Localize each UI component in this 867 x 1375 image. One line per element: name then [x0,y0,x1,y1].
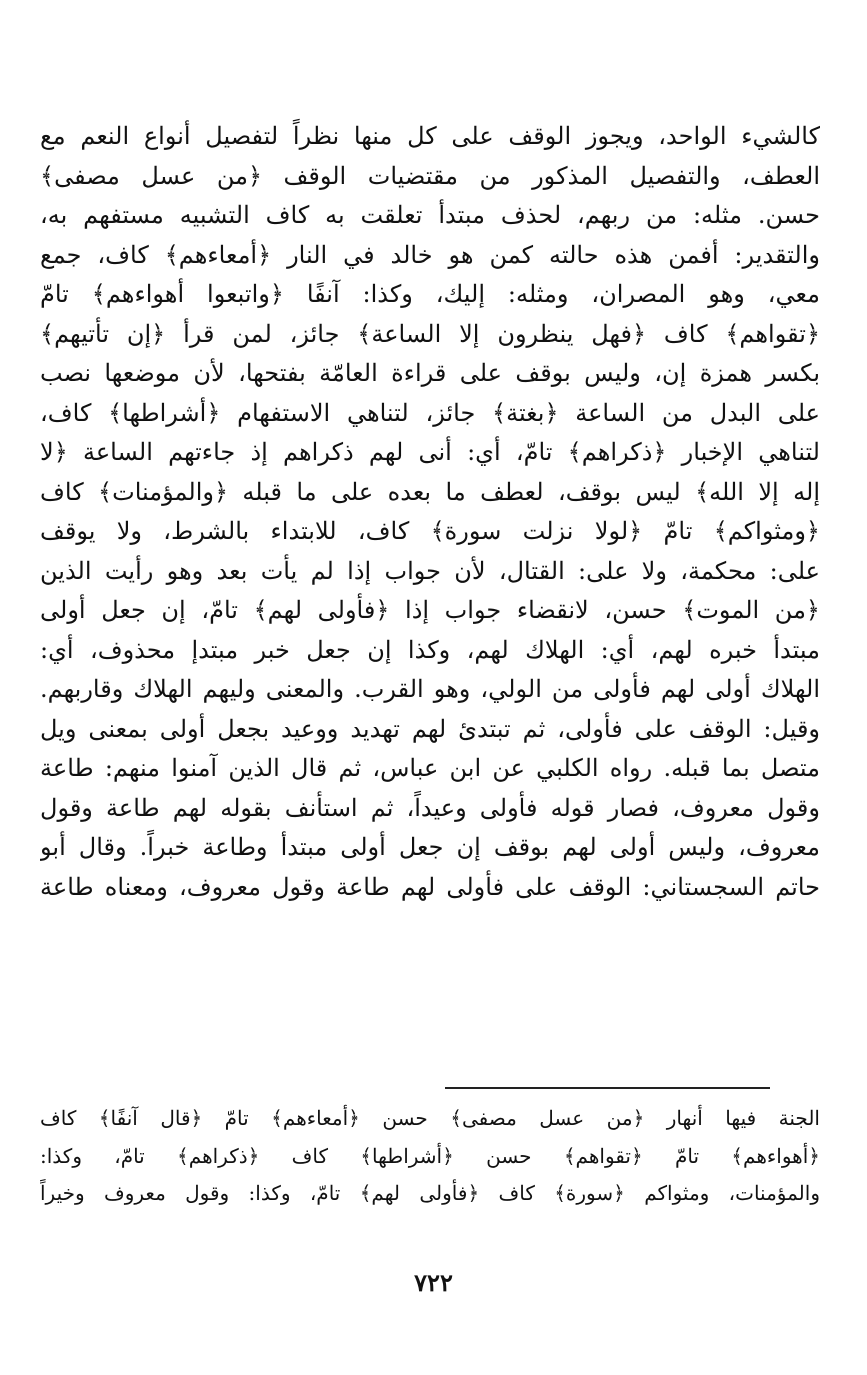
text-line: على: محكمة، ولا على: القتال، لأن جواب إذا لم يأت بعد وهو رأيت الذين [40,556,820,585]
footnote-line: ﴿أهواءهم﴾ تامّ ﴿تقواهم﴾ حسن ﴿أشراطها﴾ كاف ﴿ذكراهم﴾ تامّ، وكذا: [40,1143,820,1168]
footnote-line: الجنة فيها أنهار ﴿من عسل مصفى﴾ حسن ﴿أمعاءهم﴾ تامّ ﴿قال آنفًا﴾ كاف [40,1106,820,1130]
text-line: ﴿تقواهم﴾ كاف ﴿فهل ينظرون إلا الساعة﴾ جائز، لمن قرأ ﴿إن تأتيهم﴾ [40,319,820,348]
text-line: وقيل: الوقف على فأولى، ثم تبتدئ لهم تهديد ووعيد بجعل أولى بمعنى ويل [40,714,820,743]
text-line: لتناهي الإخبار ﴿ذكراهم﴾ تامّ، أي: أنى لهم ذكراهم إذ جاءتهم الساعة ﴿لا [40,438,820,466]
text-line: معروف، وليس أولى لهم بوقف إن جعل أولى مبتدأ وطاعة خبراً. وقال أبو [40,833,820,861]
footnote-divider [445,1087,770,1089]
text-line: حسن. مثله: من ربهم، لحذف مبتدأ تعلقت به كاف التشبيه مستفهم به، [40,201,820,229]
text-line: مبتدأ خبره لهم، أي: الهلاك لهم، وكذا إن جعل خبر مبتدإ محذوف، أي: [40,635,820,664]
text-line: معي، وهو المصران، ومثله: إليك، وكذا: آنفًا ﴿واتبعوا أهواءهم﴾ تامّ [40,280,820,308]
footnotes-block [40,1100,820,1213]
text-line: ﴿ومثواكم﴾ تامّ ﴿لولا نزلت سورة﴾ كاف، للابتداء بالشرط، ولا يوقف [40,517,820,545]
text-line: حاتم السجستاني: الوقف على فأولى لهم طاعة وقول معروف، ومعناه طاعة [40,872,820,901]
text-line: إله إلا الله﴾ ليس بوقف، لعطف ما بعده على ما قبله ﴿والمؤمنات﴾ كاف [40,477,820,506]
text-line: متصل بما قبله. رواه الكلبي عن ابن عباس، ثم قال الذين آمنوا منهم: طاعة [40,754,820,782]
footnote-line: والمؤمنات، ومثواكم ﴿سورة﴾ كاف ﴿فأولى لهم﴾ تامّ، وكذا: وقول معروف وخيراً [40,1181,820,1205]
text-line: ﴿من الموت﴾ حسن، لانقضاء جواب إذا ﴿فأولى لهم﴾ تامّ، إن جعل أولى [40,596,820,624]
main-text-block [40,117,820,907]
text-line: على البدل من الساعة ﴿بغتة﴾ جائز، لتناهي الاستفهام ﴿أشراطها﴾ كاف، [40,398,820,427]
text-line: العطف، والتفصيل المذكور من مقتضيات الوقف ﴿من عسل مصفى﴾ [40,161,820,190]
text-line: الهلاك أولى لهم فأولى من الولي، وهو القرب. والمعنى وليهم الهلاك وقاربهم. [40,675,820,703]
page-number: ٧٢٢ [414,1268,453,1297]
text-line: وقول معروف، فصار قوله فأولى وعيداً، ثم استأنف بقوله لهم طاعة وقول [40,793,820,822]
text-line: والتقدير: أفمن هذه حالته كمن هو خالد في النار ﴿أمعاءهم﴾ كاف، جمع [40,240,820,269]
text-line: كالشيء الواحد، ويجوز الوقف على كل منها نظراً لتفصيل أنواع النعم مع [40,122,820,150]
text-line: بكسر همزة إن، وليس بوقف على قراءة العامّة بفتحها، لأن موضعها نصب [40,359,820,387]
